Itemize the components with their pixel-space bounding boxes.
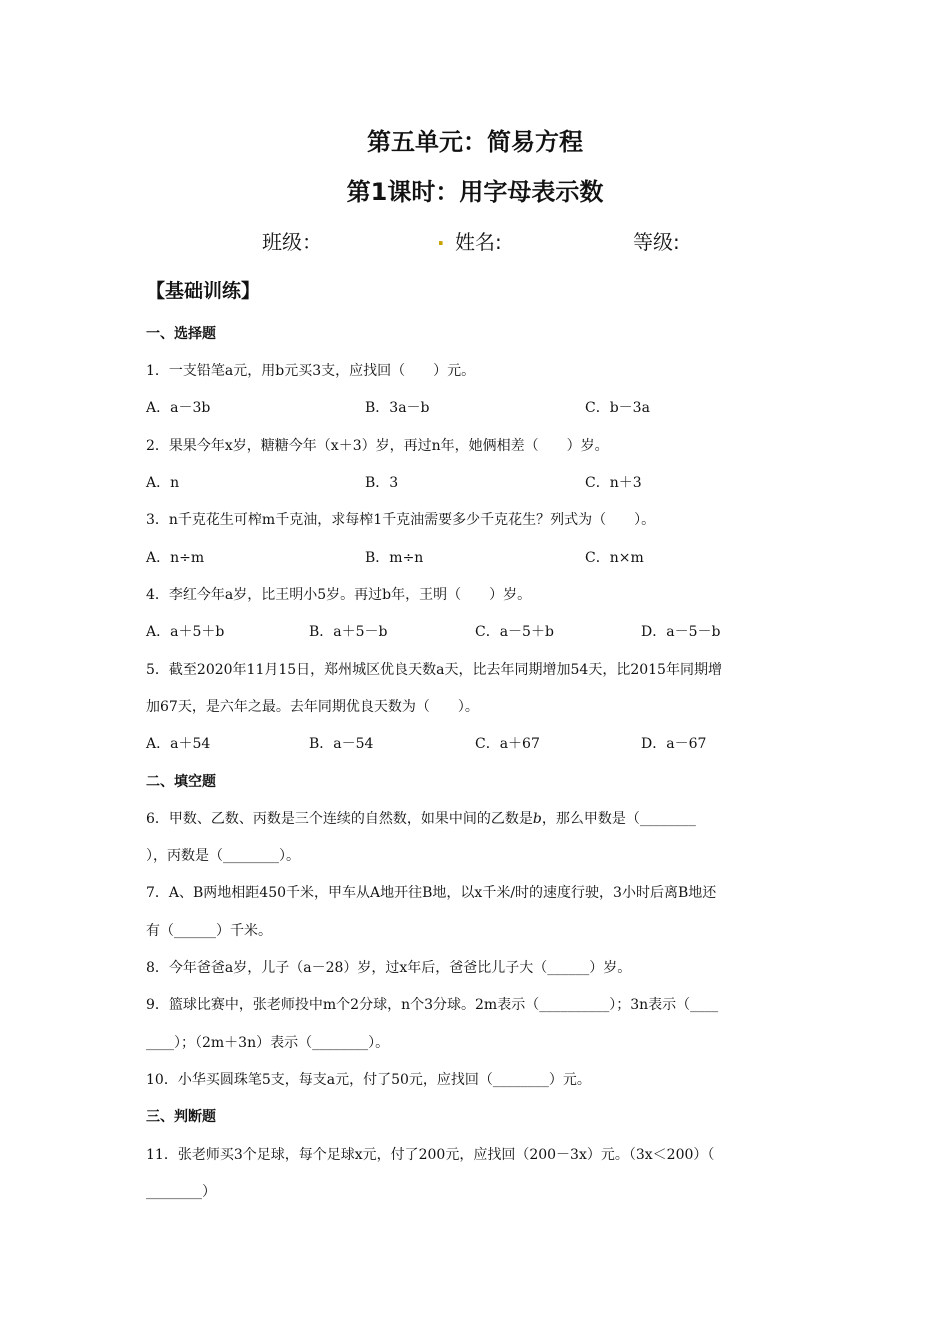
name-label: 姓名: <box>455 230 502 254</box>
q3-option-a: A．n÷m <box>146 550 205 566</box>
q5-option-c: C．a＋67 <box>475 736 540 752</box>
q4-option-a: A．a＋5＋b <box>146 624 225 640</box>
question-3: 3．n千克花生可榨m千克油，求每榨1千克油需要多少千克花生？列式为（ ）。 <box>146 512 656 528</box>
lesson-title: 第1课时：用字母表示数 <box>346 178 604 206</box>
q3-option-c: C．n×m <box>585 550 644 566</box>
part3-heading: 三、判断题 <box>146 1109 216 1125</box>
grade-label: 等级: <box>633 230 680 254</box>
question-6-line2: ），丙数是（________）。 <box>146 848 300 864</box>
q1-option-b: B．3a－b <box>365 400 430 416</box>
q1-option-c: C．b－3a <box>585 400 650 416</box>
question-10: 10．小华买圆珠笔5支，每支a元，付了50元，应找回（________）元。 <box>146 1072 591 1088</box>
q2-option-c: C．n＋3 <box>585 475 642 491</box>
question-5-line2: 加67天，是六年之最。去年同期优良天数为（ ）。 <box>146 699 479 715</box>
question-4: 4．李红今年a岁，比王明小5岁。再过b年，王明（ ）岁。 <box>146 587 532 603</box>
q1-option-a: A．a－3b <box>146 400 211 416</box>
q5-option-d: D．a－67 <box>641 736 707 752</box>
question-7-line1: 7．A、B两地相距450千米，甲车从A地开往B地，以x千米/时的速度行驶，3小时后离B地还 <box>146 885 717 901</box>
question-7-line2: 有（______）千米。 <box>146 923 272 939</box>
q3-option-b: B．m÷n <box>365 550 424 566</box>
student-info-line <box>0 226 950 256</box>
q5-option-a: A．a＋54 <box>146 736 211 752</box>
question-9-line1: 9．篮球比赛中，张老师投中m个2分球，n个3分球。2m表示（__________）；3n表示（____ <box>146 997 719 1013</box>
question-8: 8．今年爸爸a岁，儿子（a－28）岁，过x年后，爸爸比儿子大（______）岁。 <box>146 960 632 976</box>
question-2: 2．果果今年x岁，糖糖今年（x＋3）岁，再过n年，她俩相差（ ）岁。 <box>146 438 609 454</box>
q4-option-b: B．a＋5－b <box>309 624 388 640</box>
q5-option-b: B．a－54 <box>309 736 374 752</box>
q4-option-d: D．a－5－b <box>641 624 721 640</box>
question-9-line2: ____）；（2m＋3n）表示（________）。 <box>146 1035 390 1051</box>
q4-option-c: C．a－5＋b <box>475 624 554 640</box>
class-label: 班级： <box>262 230 322 254</box>
dot-mark: . <box>437 226 445 250</box>
question-6-line1: 6．甲数、乙数、丙数是三个连续的自然数，如果中间的乙数是𝑏，那么甲数是（________ <box>146 811 696 827</box>
question-11-line1: 11．张老师买3个足球，每个足球x元，付了200元，应找回（200－3x）元。（3x＜200）（ <box>146 1147 715 1163</box>
part2-heading: 二、填空题 <box>146 774 216 790</box>
section-title: 【基础训练】 <box>146 280 261 302</box>
question-11-line2: ________） <box>146 1184 216 1200</box>
question-1: 1．一支铅笔a元，用b元买3支，应找回（ ）元。 <box>146 363 476 379</box>
unit-title: 第五单元：简易方程 <box>367 128 583 156</box>
question-5-line1: 5．截至2020年11月15日，郑州城区优良天数a天，比去年同期增加54天，比2015年同期增 <box>146 662 722 678</box>
q2-option-b: B．3 <box>365 475 399 491</box>
q2-option-a: A．n <box>146 475 180 491</box>
part1-heading: 一、选择题 <box>146 326 216 342</box>
